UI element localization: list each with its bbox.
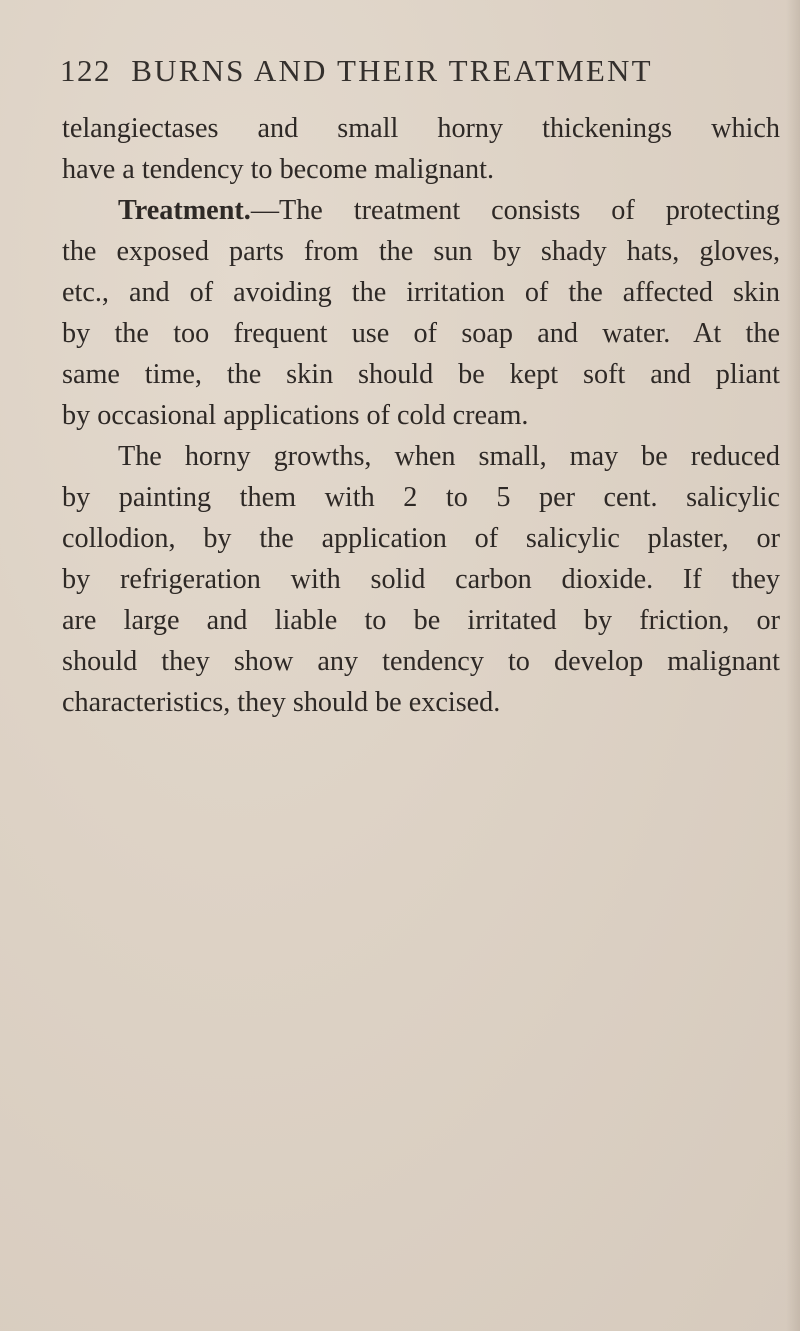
section-heading: Treatment.	[118, 195, 251, 226]
running-title: BURNS AND THEIR TREATMENT	[131, 53, 653, 88]
text-line: have a tendency to become malignant.	[62, 154, 495, 185]
page-number: 122	[60, 53, 111, 88]
text-line: The horny growths, when small, may be reduced	[118, 441, 780, 472]
text-line-content: —The treatment consists of protecting	[250, 195, 780, 226]
text-line	[62, 190, 780, 231]
text-line: by refrigeration with solid carbon dioxide. If they	[62, 564, 780, 595]
text-line: telangiectases and small horny thickenings which	[62, 113, 780, 144]
text-line: etc., and of avoiding the irritation of the affected skin	[62, 277, 780, 308]
text-line: same time, the skin should be kept soft and pliant	[62, 359, 780, 390]
text-line: are large and liable to be irritated by friction, or	[62, 605, 780, 636]
text-line: by painting them with 2 to 5 per cent. salicylic	[62, 482, 780, 513]
page-edge-shadow	[786, 0, 800, 1331]
text-line: the exposed parts from the sun by shady hats, gloves,	[62, 236, 780, 267]
text-line: collodion, by the application of salicylic plaster, or	[62, 523, 780, 554]
text-line: should they show any tendency to develop malignant	[62, 646, 780, 677]
running-head	[60, 46, 760, 96]
text-line: characteristics, they should be excised.	[62, 687, 501, 718]
text-line: by occasional applications of cold cream.	[62, 400, 529, 431]
body-text	[62, 108, 780, 723]
text-line: by the too frequent use of soap and water. At the	[62, 318, 780, 349]
